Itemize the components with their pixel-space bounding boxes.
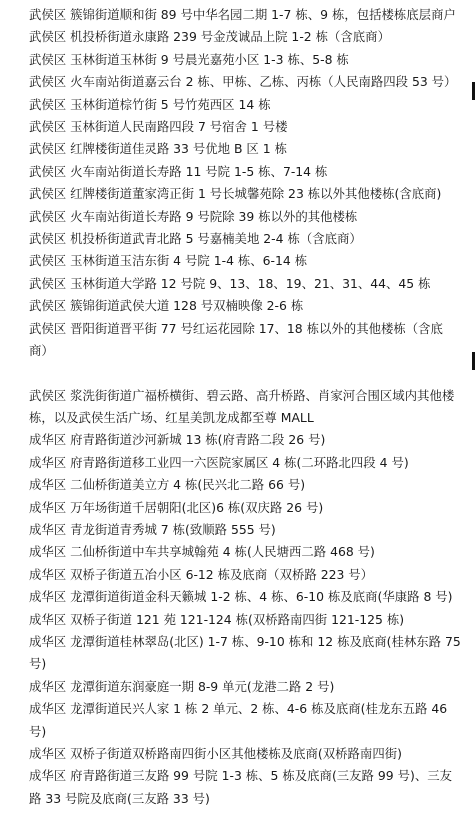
- list-item: 武侯区 簇锦街道顺和街 89 号中华名园二期 1-7 栋、9 栋，包括楼栋底层商户: [29, 7, 456, 22]
- list-item: 武侯区 玉林街道棕竹街 5 号竹苑西区 14 栋: [29, 96, 271, 112]
- list-item: 成华区 双桥子街道五冶小区 6-12 栋及底商（双桥路 223 号）: [29, 566, 374, 582]
- list-item: 成华区 龙潭街道东润豪庭一期 8-9 单元(龙港二路 2 号): [29, 678, 335, 694]
- list-item: 武侯区 玉林街道大学路 12 号院 9、13、18、19、21、31、44、45 栋: [29, 275, 431, 291]
- list-item: 成华区 府青路街道移工业四一六医院家属区 4 栋(二环路北四段 4 号): [29, 454, 409, 470]
- list-item: 武侯区 晋阳街道晋平街 77 号红运花园除 17、18 栋以外的其他楼栋（含底商）: [29, 320, 443, 359]
- list-item: 成华区 青龙街道青秀城 7 栋(致顺路 555 号): [29, 521, 276, 537]
- list-item: 成华区 龙潭街道桂林翠岛(北区) 1-7 栋、9-10 栋和 12 栋及底商(桂林东路 75 号): [29, 633, 461, 672]
- list-item: 武侯区 机投桥街道永康路 239 号金茂诚品上院 1-2 栋（含底商）: [29, 29, 390, 45]
- list-item: 成华区 府青路街道沙河新城 13 栋(府青路二段 26 号): [29, 432, 326, 448]
- list-item: 武侯区 浆洗街街道广福桥横街、碧云路、高升桥路、肖家河合围区域内其他楼栋，以及武侯生活广场、红星美凯龙成都至尊 MALL: [29, 387, 455, 425]
- list-item: 武侯区 红牌楼街道董家湾正街 1 号长城馨苑除 23 栋以外其他楼栋(含底商): [29, 186, 442, 202]
- list-item: 武侯区 火车南站街道长寿路 11 号院 1-5 栋、7-14 栋: [29, 163, 328, 179]
- list-item: 成华区 双桥子街道双桥路南四街小区其他楼栋及底商(双桥路南四街): [29, 746, 402, 761]
- list-item: 武侯区 火车南站街道长寿路 9 号院除 39 栋以外的其他楼栋: [29, 208, 358, 224]
- address-list: [29, 4, 461, 810]
- list-item: 武侯区 火车南站街道嘉云台 2 栋、甲栋、乙栋、丙栋（人民南路四段 53 号）: [29, 74, 457, 90]
- list-item: 武侯区 玉林街道玉林街 9 号晨光嘉苑小区 1-3 栋、5-8 栋: [29, 51, 349, 67]
- list-item: 武侯区 簇锦街道武侯大道 128 号双楠映像 2-6 栋: [29, 298, 304, 314]
- list-item: 武侯区 红牌楼街道佳灵路 33 号优地 B 区 1 栋: [29, 141, 287, 157]
- list-item: 成华区 府青路街道三友路 99 号院 1-3 栋、5 栋及底商(三友路 99 号)、三友路 33 号院及底商(三友路 33 号): [29, 768, 452, 806]
- list-item: 成华区 二仙桥街道中车共享城翰苑 4 栋(人民塘西二路 468 号): [29, 544, 375, 560]
- list-item: 武侯区 玉林街道人民南路四段 7 号宿舍 1 号楼: [29, 119, 288, 135]
- list-item: 成华区 龙潭街道街道金科天籁城 1-2 栋、4 栋、6-10 栋及底商(华康路 8 号): [29, 589, 453, 605]
- list-item: 成华区 二仙桥街道美立方 4 栋(民兴北二路 66 号): [29, 477, 306, 493]
- list-item: 武侯区 玉林街道玉洁东街 4 号院 1-4 栋、6-14 栋: [29, 253, 308, 269]
- list-item: 成华区 双桥子街道 121 苑 121-124 栋(双桥路南四街 121-125 栋): [29, 611, 405, 627]
- list-item: 成华区 万年场街道千居朝阳(北区)6 栋(双庆路 26 号): [29, 499, 324, 515]
- list-item: 成华区 龙潭街道民兴人家 1 栋 2 单元、2 栋、4-6 栋及底商(桂龙东五路 46 号): [29, 701, 448, 739]
- list-item: 武侯区 机投桥街道武青北路 5 号嘉楠美地 2-4 栋（含底商）: [29, 231, 362, 247]
